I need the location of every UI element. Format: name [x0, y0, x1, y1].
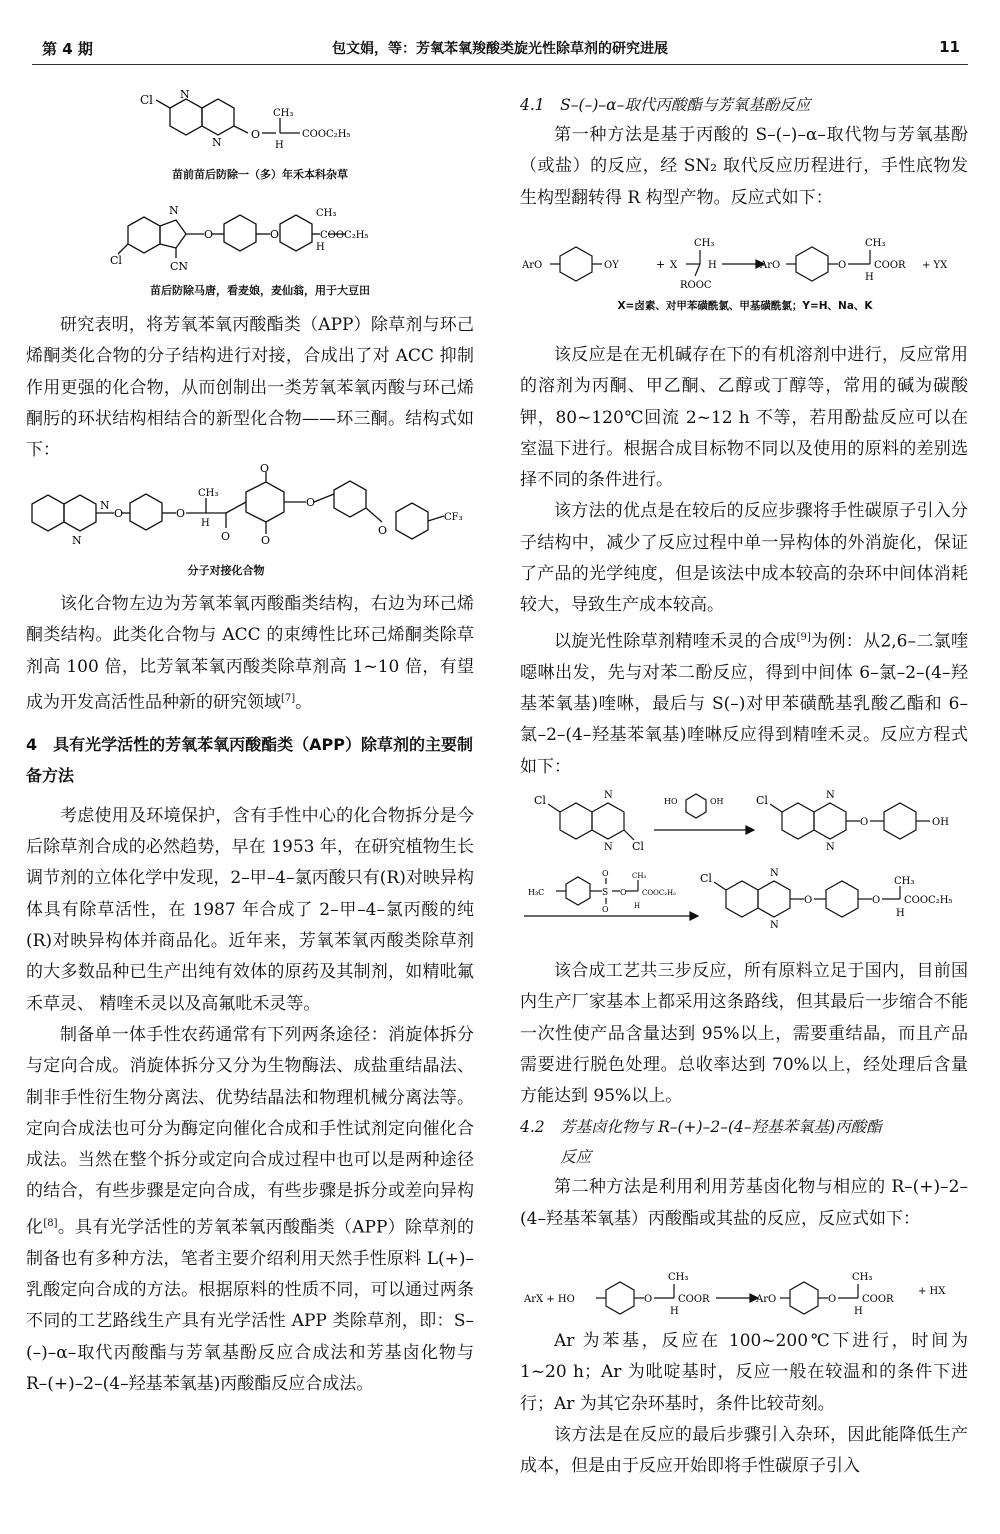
group-ch3: CH₃	[668, 1272, 689, 1283]
atom-h: H	[670, 1306, 679, 1317]
group-ch3: CH₃	[198, 488, 219, 499]
reactant-arx: ArX + HO	[524, 1294, 575, 1305]
atom-o: O	[306, 496, 316, 509]
subsection-heading-cont: 反应	[560, 1148, 592, 1167]
group-ch3: CH₃	[316, 208, 337, 219]
citation: [8]	[43, 1217, 58, 1229]
atom-o: O	[804, 895, 813, 906]
right-text-block-1	[520, 90, 968, 214]
subsection-heading: 4.2 芳基卤化物与 R–(+)–2–(4–羟基苯氧基)丙酸酯	[520, 1118, 882, 1137]
atom-cl: Cl	[756, 794, 768, 807]
figure-caption: 苗后防除马唐，看麦娘，麦仙翁，用于大豆田	[150, 284, 370, 297]
reaction-scheme-quizalofop	[520, 784, 972, 944]
left-text-block-2	[26, 589, 474, 1400]
right-text-block-2	[520, 340, 968, 783]
atom-n: N	[72, 534, 82, 547]
group-cf3: CF₃	[444, 512, 463, 523]
paragraph: 考虑使用及环境保护，含有手性中心的化合物拆分是今后除草剂合成的必然趋势，早在 1953 年，在研究植物生长调节剂的立体化学中发现，2–甲–4–氯丙酸只有(R)对映异构体具有除草活性，在 1987 年合成了 2–甲–4–氯丙酸的纯(R)对映异构体并商品化。近年来，芳氧苯氧丙酸类除草剂的大多数品种已生产出纯有效体的原药及其制剂，如精吡氟禾草灵、 精喹禾灵以及高氟吡禾灵等。	[26, 805, 474, 1014]
group-ester: COOC₂H₅	[904, 895, 953, 906]
group-ch3: CH₃	[865, 238, 886, 249]
atom-o: O	[838, 260, 847, 271]
atom-n: N	[604, 790, 613, 801]
atom-o: O	[872, 895, 881, 906]
group-ch3: CH₃	[632, 872, 647, 880]
atom-o: O	[644, 1294, 653, 1305]
atom-n: N	[770, 868, 779, 879]
atom-h: H	[854, 1306, 863, 1317]
paragraph: 以旋光性除草剂精喹禾灵的合成[9]为例：从2,6–二氯喹噁啉出发，先与对苯二酚反应，得到中间体 6–氯–2–(4–羟基苯氧基)喹啉，最后与 S(–)对甲苯磺酰基乳酸乙酯和 6–氯–2–(4–羟基苯氧基)喹啉反应得到精喹禾灵。反应方程式如下：	[520, 631, 968, 777]
atom-h: H	[316, 242, 325, 253]
figure-caption: 苗前苗后防除一（多）年禾本科杂草	[172, 168, 348, 181]
atom-o: O	[204, 228, 214, 241]
atom-o: O	[620, 888, 627, 897]
paragraph: 制备单一体手性农药通常有下列两条途径：消旋体拆分与定向合成。消旋体拆分又分为生物酶法、成盐重结晶法、制非手性衍生物分离法、优势结晶法和物理机械分离法等。定向合成法也可分为酶定向催化合成和手性试剂定向催化合成法。当然在整个拆分或定向合成过程中也可以是两种途径的结合，有些步骤是定向合成，有些步骤是拆分或差向异构化[8]。具有光学活性的芳氧苯氧丙酸酯类（APP）除草剂的制备也有多种方法，笔者主要介绍利用天然手性原料 L(+)–乳酸定向合成的方法。根据原料的性质不同，可以通过两条不同的工艺路线生产具有光学活性 APP 类除草剂，即：S–(–)–α–取代丙酸酯与芳氧基酚反应合成法和芳基卤化物与 R–(+)–2–(4–羟基苯氧基)丙酸酯反应合成法。	[26, 1024, 475, 1394]
citation: [9]	[796, 631, 811, 643]
structure-imidazopyridine	[108, 198, 408, 278]
group-aro: ArO	[522, 260, 543, 271]
group-oh: OH	[932, 817, 949, 828]
paragraph: 第一种方法是基于丙酸的 S–(–)–α–取代物与芳氧基酚（或盐）的反应，经 SN₂ 取代反应历程进行，手性底物发生构型翻转得 R 构型产物。反应式如下：	[520, 125, 968, 208]
atom-o: O	[270, 228, 280, 241]
paragraph: 该化合物左边为芳氧苯氧丙酸酯类结构，右边为环己烯酮类结构。此类化合物与 ACC 的束缚性比环己烯酮类除草剂高 100 倍，比芳氧苯氧丙酸类除草剂高 1~10 倍，有望成为开发高活性品种新的研究领域[7]。	[26, 594, 474, 713]
atom-s: S	[602, 888, 609, 898]
atom-h: H	[275, 140, 284, 151]
figure-caption: 分子对接化合物	[187, 564, 265, 577]
atom-n: N	[770, 920, 779, 931]
citation: [7]	[281, 692, 296, 704]
group-h3c: H₃C	[528, 888, 545, 897]
group-cn: CN	[170, 260, 189, 273]
atom-o: O	[602, 869, 609, 878]
atom-h: H	[708, 260, 717, 271]
atom-h: H	[634, 902, 641, 910]
plus-sign: +	[656, 258, 666, 271]
atom-h: H	[201, 518, 210, 529]
group-ester: COOC₂H₅	[642, 889, 676, 897]
group-coor: COOR	[874, 260, 906, 271]
group-ester: COOC₂H₅	[302, 129, 351, 140]
byproduct: + HX	[918, 1286, 946, 1297]
atom-o: O	[602, 905, 609, 914]
atom-o: O	[221, 530, 231, 543]
paragraph: 该方法的优点是在较后的反应步骤将手性碳原子引入分子结构中，减少了反应过程中单一异构体的外消旋化，保证了产品的光学纯度，但是该法中成本较高的杂环中间体消耗较大，导致生产成本较高。	[520, 501, 968, 616]
header-rule	[32, 64, 968, 65]
group-ester: COOC₂H₅	[320, 230, 369, 241]
reaction-scheme-1	[520, 228, 972, 298]
paragraph: 该反应是在无机碱存在下的有机溶剂中进行，反应常用的溶剂为丙酮、甲乙酮、乙醇或丁醇等，常用的碱为碳酸钾，80~120℃回流 2~12 h 不等，若用酚盐反应可以在室温下进行。根据合成目标物不同以及使用的原料的差别选择不同的条件进行。	[520, 345, 968, 491]
atom-n: N	[100, 499, 110, 512]
page-header	[0, 0, 1000, 66]
right-text-block-3	[520, 956, 968, 1235]
atom-n: N	[180, 88, 190, 101]
group-aro: ArO	[760, 260, 781, 271]
structure-docking-compound	[26, 464, 476, 560]
atom-n: N	[169, 204, 179, 217]
group-ch3: CH₃	[894, 876, 915, 887]
paragraph: Ar 为苯基，反应在 100~200℃下进行，时间为 1~20 h；Ar 为吡啶基时，反应一般在较温和的条件下进行；Ar 为其它杂环基时，条件比较苛刻。	[520, 1331, 968, 1414]
atom-o: O	[251, 128, 261, 141]
paragraph: 第二种方法是利用利用芳基卤化物与相应的 R–(+)–2–(4–羟基苯氧基）丙酸酯或其盐的反应，反应式如下：	[520, 1177, 968, 1229]
section-heading: 4 具有光学活性的芳氧苯氧丙酸酯类（APP）除草剂的主要制备方法	[26, 734, 473, 785]
byproduct: + YX	[922, 260, 948, 271]
atom-cl: Cl	[534, 794, 546, 807]
reaction-scheme-2	[520, 1266, 972, 1326]
atom-h: H	[865, 272, 874, 283]
group-ch3: CH₃	[273, 108, 294, 119]
atom-o: O	[378, 524, 388, 537]
atom-o: O	[260, 464, 270, 475]
group-coor: COOR	[678, 1294, 710, 1305]
issue-number: 第 4 期	[42, 40, 93, 58]
atom-n: N	[212, 136, 222, 149]
group-oh: OH	[710, 797, 724, 806]
atom-n: N	[604, 842, 613, 853]
atom-cl: Cl	[140, 93, 154, 107]
page-number: 11	[939, 38, 960, 56]
atom-cl: Cl	[110, 254, 122, 267]
group-ch3: CH₃	[694, 238, 715, 249]
right-text-block-4	[520, 1326, 968, 1482]
group-oy: OY	[604, 260, 619, 271]
group-ch3: CH₃	[852, 1272, 873, 1283]
atom-o: O	[828, 1294, 837, 1305]
atom-o: O	[176, 507, 186, 520]
group-aro: ArO	[756, 1294, 777, 1305]
group-rooc: ROOC	[680, 280, 712, 291]
structure-fluazifop-like	[130, 88, 390, 160]
group-ho: HO	[664, 797, 678, 806]
subsection-heading: 4.1 S–(–)–α–取代丙酸酯与芳氧基酚反应	[520, 96, 811, 114]
paragraph: 该合成工艺共三步反应，所有原料立足于国内，目前国内生产厂家基本上都采用这条路线，但其最后一步缩合不能一次性使产品含量达到 95%以上，需要重结晶，而且产品需要进行脱色处理。总收率达到 70%以上，经处理后含量方能达到 95%以上。	[520, 961, 968, 1107]
atom-x: X	[670, 260, 678, 271]
group-coor: COOR	[862, 1294, 894, 1305]
running-title: 包文娟，等：芳氧苯氧羧酸类旋光性除草剂的研究进展	[332, 41, 668, 57]
atom-o: O	[860, 817, 869, 828]
atom-n: N	[826, 790, 835, 801]
atom-o: O	[114, 507, 124, 520]
atom-h: H	[896, 908, 905, 919]
scheme-caption: X=卤素、对甲苯磺酰氯、甲基磺酰氯；Y=H、Na、K	[617, 300, 873, 312]
atom-cl: Cl	[700, 872, 712, 885]
atom-n: N	[826, 842, 835, 853]
paragraph: 该方法是在反应的最后步骤引入杂环，因此能降低生产成本，但是由于反应开始即将手性碳原子引入	[520, 1424, 968, 1477]
paragraph: 研究表明，将芳氧苯氧丙酸酯类（APP）除草剂与环己烯酮类化合物的分子结构进行对接，合成出了对 ACC 抑制作用更强的化合物，从而创制出一类芳氧苯氧丙酸与环己烯酮肟的环状结构相结合的新型化合物——环三酮。结构式如下：	[26, 315, 474, 461]
atom-cl: Cl	[632, 840, 644, 853]
atom-o: O	[261, 534, 271, 547]
left-text-block-1	[26, 310, 474, 466]
